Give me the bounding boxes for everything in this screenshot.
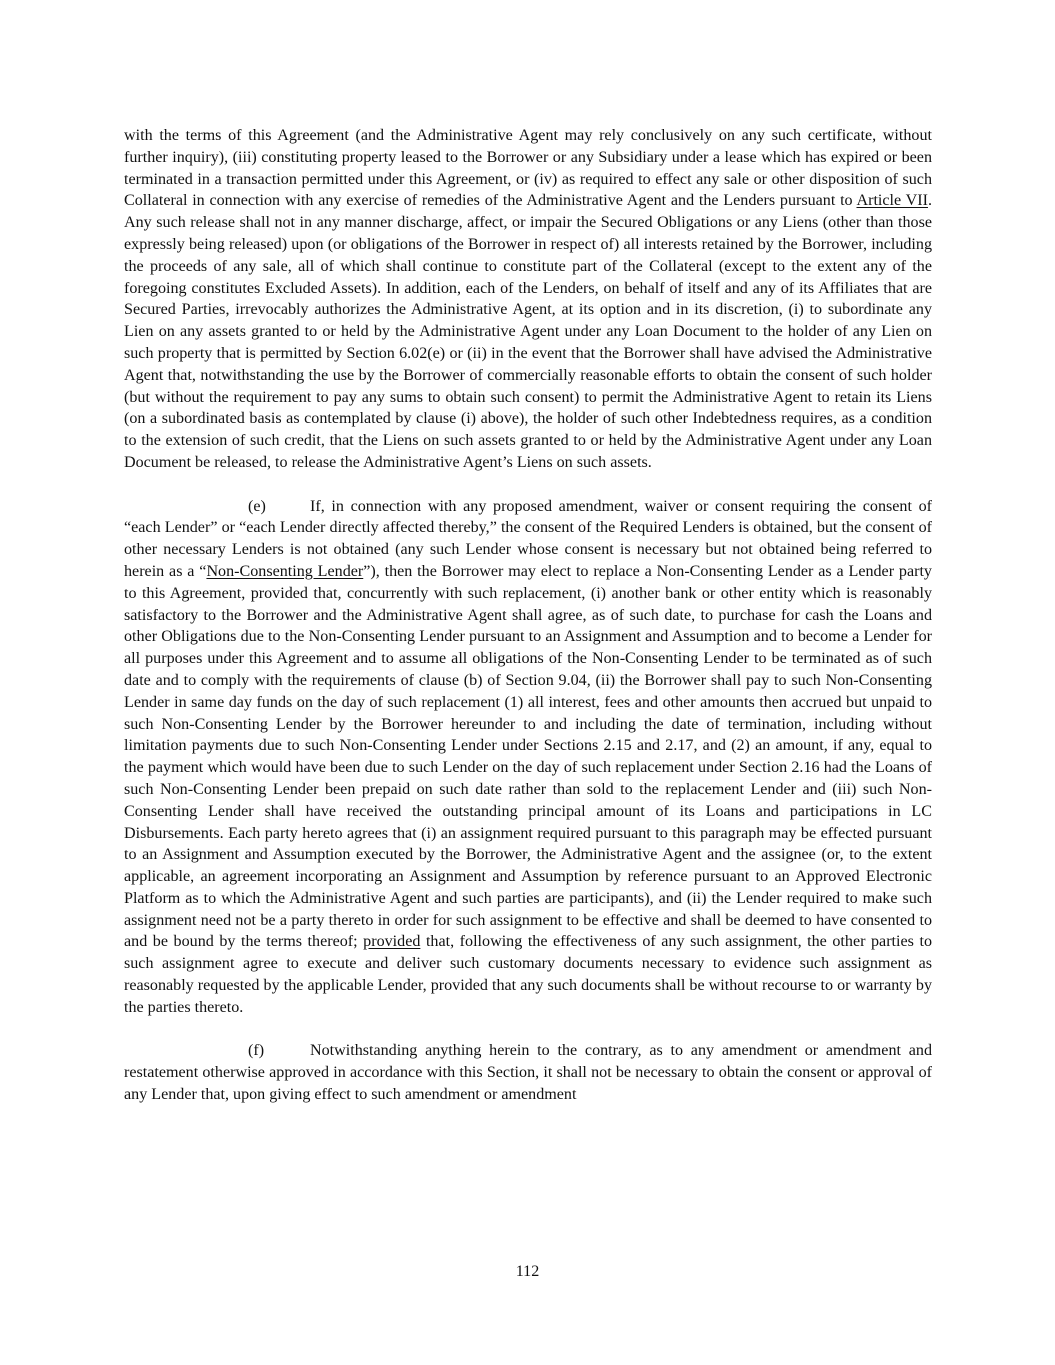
article-vii-reference: Article VII <box>856 192 928 210</box>
paragraph-text: ”), then the Borrower may elect to replace a Non-Consenting Lender as a Lender party to this Agreement, provided that, concurrently with such replacement, (i) another bank or other entity which is reasonably satisfactory to the Borrower and the Administrative Agent shall agree, as of such date, to purchase for cash the Loans and other Obligations due to the Non-Consenting Lender pursuant to an Assignment and Assumption and to become a Lender for all purposes under this Agreement and to assume all obligations of the Non-Consenting Lender to be terminated as of such date and to comply with the requirements of clause (b) of Section 9.04, (ii) the Borrower shall pay to such Non-Consenting Lender in same day funds on the day of such replacement (1) all interest, fees and other amounts then accrued but unpaid to such Non-Consenting Lender by the Borrower hereunder to and including the date of termination, including without limitation payments due to such Non-Consenting Lender under Sections 2.15 and 2.17, and (2) an amount, if any, equal to the payment which would have been due to such Lender on the day of such replacement under Section 2.16 had the Loans of such Non-Consenting Lender been prepaid on such date rather than sold to the replacement Lender and (iii) such Non-Consenting Lender shall have received the outstanding principal amount of its Loans and participations in LC Disbursements. Each party hereto agrees that (i) an assignment required pursuant to this paragraph may be effected pursuant to an Assignment and Assumption executed by the Borrower, the Administrative Agent and the assignee (or, to the extent applicable, an agreement incorporating an Assignment and Assumption by reference pursuant to an Approved Electronic Platform as to which the Administrative Agent and such parties are participants), and (ii) the Lender required to make such assignment need not be a party thereto in order for such assignment to be effective and shall be deemed to have consented to and be bound by the terms thereof; <box>124 562 932 951</box>
paragraph-e <box>124 496 932 1019</box>
paragraph-f <box>124 1040 932 1105</box>
paragraph-text: . Any such release shall not in any manner discharge, affect, or impair the Secured Obligations or any Liens (other than those expressly being released) upon (or obligations of the Borrower in respect of) all interests retained by the Borrower, including the proceeds of any sale, all of which shall continue to constitute part of the Collateral (except to the extent any of the foregoing constitutes Excluded Assets). In addition, each of the Lenders, on behalf of itself and any of its Affiliates that are Secured Parties, irrevocably authorizes the Administrative Agent, at its option and in its discretion, (i) to subordinate any Lien on any assets granted to or held by the Administrative Agent under any Loan Document to the holder of any Lien on such property that is permitted by Section 6.02(e) or (ii) in the event that the Borrower shall have advised the Administrative Agent that, notwithstanding the use by the Borrower of commercially reasonable efforts to obtain the consent of such holder (but without the requirement to pay any sums to obtain such consent) to permit the Administrative Agent to retain its Liens (on a subordinated basis as contemplated by clause (i) above), the holder of such other Indebtedness requires, as a condition to the extension of such credit, that the Liens on such assets granted to or held by the Administrative Agent under any Loan Document be released, to release the Administrative Agent’s Liens on such assets. <box>124 192 932 471</box>
clause-label-e: (e) <box>248 497 266 515</box>
paragraph-text: that, following the effectiveness of any such assignment, the other parties to such assignment agree to execute and deliver such customary documents necessary to evidence such assignment as reasonably requested by the applicable Lender, provided that any such documents shall be without recourse to or warranty by the parties thereto. <box>124 933 932 1016</box>
paragraph-text: Notwithstanding anything herein to the contrary, as to any amendment or amendment and restatement otherwise approved in accordance with this Section, it shall not be necessary to obtain the consent or approval of any Lender that, upon giving effect to such amendment or amendment <box>124 1042 932 1104</box>
provided-term: provided <box>363 933 421 951</box>
paragraph-text: with the terms of this Agreement (and the Administrative Agent may rely conclusively on any such certificate, without further inquiry), (iii) constituting property leased to the Borrower or any Subsidiary under a lease which has expired or been terminated in a transaction permitted under this Agreement, or (iv) as required to effect any sale or other disposition of such Collateral in connection with any exercise of remedies of the Administrative Agent and the Lenders pursuant to <box>124 127 932 210</box>
paragraph-text: If, in connection with any proposed amendment, waiver or consent requiring the consent of “each Lender” or “each Lender directly affected thereby,” the consent of the Required Lenders is obtained, but the consent of other necessary Lenders is not obtained (any such Lender whose consent is necessary but not obtained being referred to herein as a “ <box>124 497 932 580</box>
defined-term-non-consenting-lender: Non-Consenting Lender <box>206 562 364 580</box>
document-body <box>124 125 932 1106</box>
page-number: 112 <box>515 1263 540 1280</box>
clause-label-f: (f) <box>248 1042 265 1060</box>
paragraph-continuation <box>124 125 932 474</box>
